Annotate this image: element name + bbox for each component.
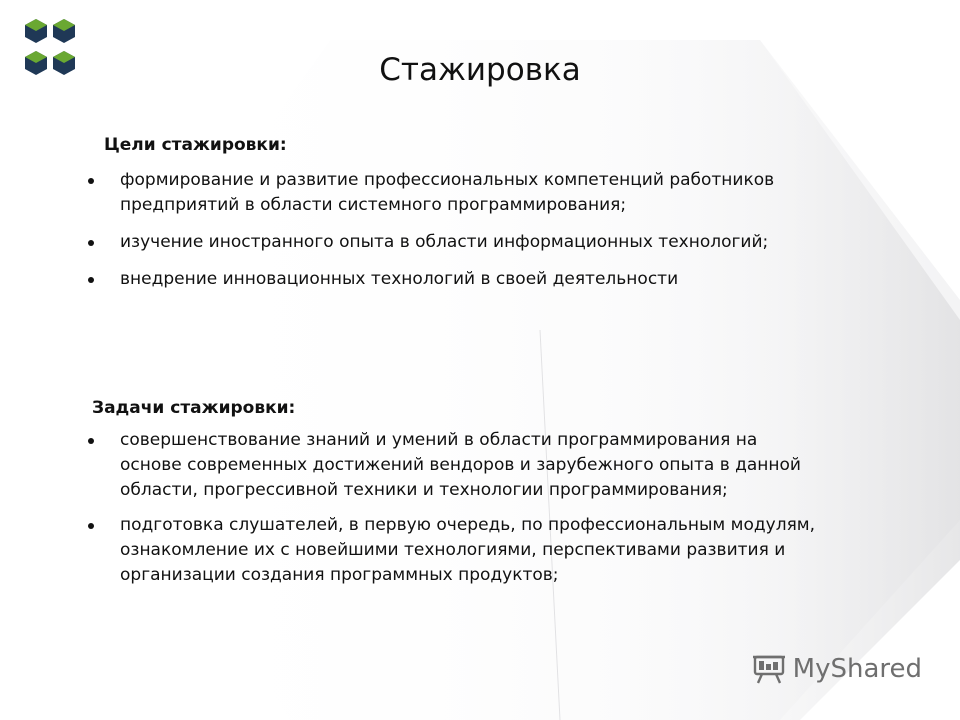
list-item-text: внедрение инновационных технологий в своей деятельности [120, 269, 679, 289]
watermark [751, 654, 922, 684]
bullet-icon [88, 240, 94, 246]
list-item-text: подготовка слушателей, в первую очередь, по профессиональным модулям, ознакомление их с новейшими технологиями, перспективами развития и организации создания программных продуктов; [120, 515, 816, 585]
list-item-text: формирование и развитие профессиональных компетенций работников предприятий в области системного программирования; [120, 170, 775, 215]
list-item [0, 230, 820, 255]
tasks-list [0, 428, 960, 598]
bullet-icon [88, 178, 94, 184]
bullet-icon [88, 438, 94, 444]
list-item [0, 513, 820, 588]
list-item-text: совершенствование знаний и умений в области программирования на основе современных достижений вендоров и зарубежного опыта в данной области, прогрессивной техники и технологии программирования; [120, 430, 801, 500]
watermark-text: MyShared [792, 654, 922, 684]
goals-list [0, 168, 960, 304]
list-item-text: изучение иностранного опыта в области информационных технологий; [120, 232, 769, 252]
goals-heading: Цели стажировки: [104, 135, 287, 155]
list-item [0, 428, 820, 503]
bullet-icon [88, 523, 94, 529]
slide-title: Стажировка [379, 52, 581, 88]
tasks-heading: Задачи стажировки: [92, 398, 296, 418]
list-item [0, 168, 820, 218]
bullet-icon [88, 277, 94, 283]
presentation-board-icon [751, 654, 787, 684]
list-item [0, 267, 820, 292]
